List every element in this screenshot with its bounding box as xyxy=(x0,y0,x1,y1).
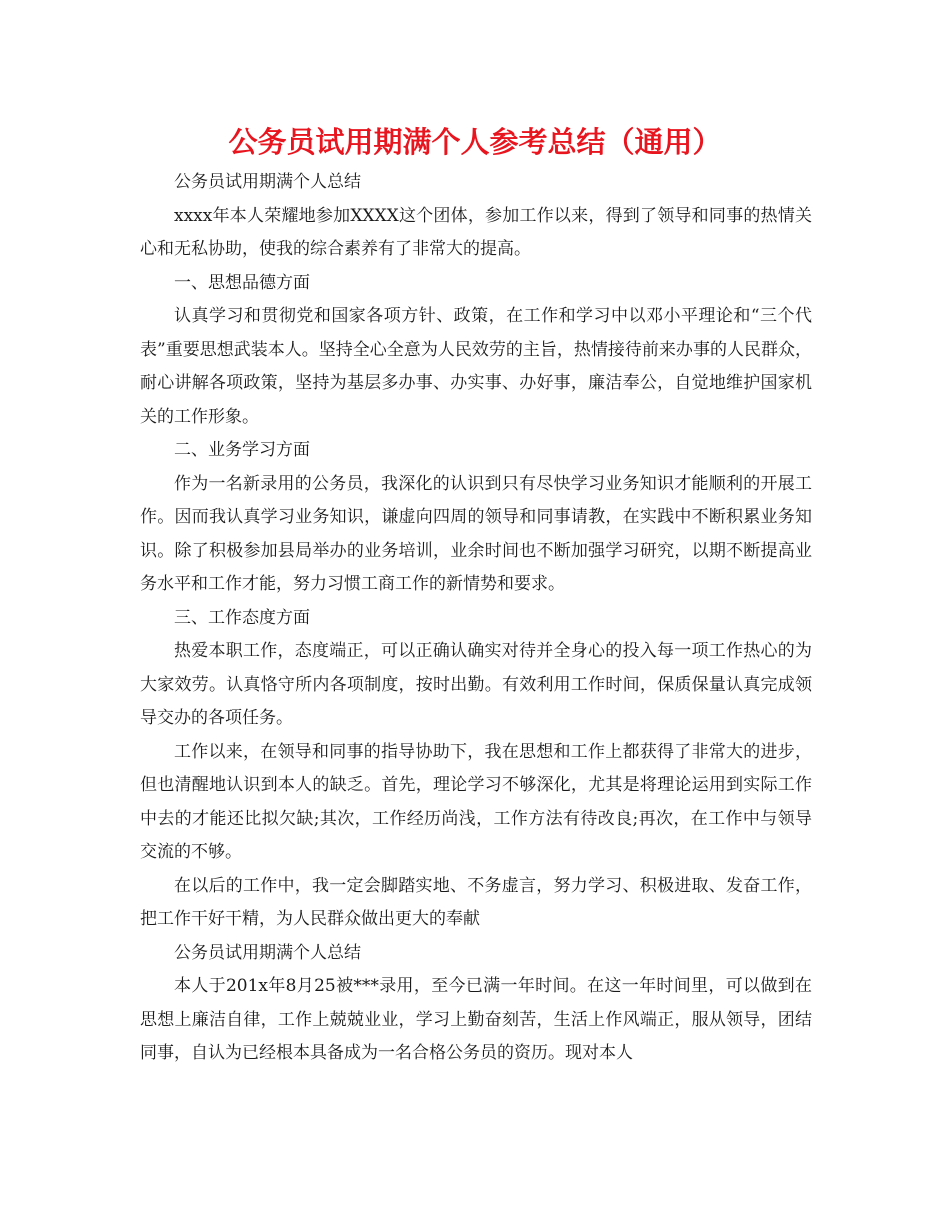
paragraph-subtitle-2: 公务员试用期满个人总结 xyxy=(174,942,361,963)
document-title: 公务员试用期满个人参考总结（通用） xyxy=(228,125,722,159)
paragraph-section-1: 认真学习和贯彻党和国家各项方针、政策，在工作和学习中以邓小平理论和“三个代表”重要思想武装本人。坚持全心全意为人民效劳的主旨，热情接待前来办事的人民群众，耐心讲解各项政策，坚持为基层多办事、办实事、办好事，廉洁奉公，自觉地维护国家机关的工作形象。 xyxy=(140,306,812,427)
paragraph-future: 在以后的工作中，我一定会脚踏实地、不务虚言，努力学习、积极进取、发奋工作，把工作干好干精，为人民群众做出更大的奉献 xyxy=(140,875,812,929)
paragraph-section-3: 热爱本职工作，态度端正，可以正确认确实对待并全身心的投入每一项工作热心的为大家效劳。认真恪守所内各项制度，按时出勤。有效利用工作时间，保质保量认真完成领导交办的各项任务。 xyxy=(140,641,812,728)
section-heading-3: 三、工作态度方面 xyxy=(174,607,310,628)
paragraph-subtitle: 公务员试用期满个人总结 xyxy=(174,172,361,192)
section-heading-1: 一、思想品德方面 xyxy=(174,272,310,293)
paragraph-shortcomings: 工作以来，在领导和同事的指导协助下，我在思想和工作上都获得了非常大的进步，但也清醒地认识到本人的缺乏。首先，理论学习不够深化，尤其是将理论运用到实际工作中去的才能还比拟欠缺;其次，工作经历尚浅，工作方法有待改良;再次，在工作中与领导交流的不够。 xyxy=(140,741,812,862)
paragraph-intro: xxxx年本人荣耀地参加XXXX这个团体，参加工作以来，得到了领导和同事的热情关心和无私协助，使我的综合素养有了非常大的提高。 xyxy=(140,205,812,259)
document-body xyxy=(140,166,812,1071)
section-heading-2: 二、业务学习方面 xyxy=(174,440,310,460)
paragraph-second-intro: 本人于201x年8月25被***录用，至今已满一年时间。在这一年时间里，可以做到在思想上廉洁自律，工作上兢兢业业，学习上勤奋刻苦，生活上作风端正，服从领导，团结同事，自认为已经根本具备成为一名合格公务员的资历。现对本人 xyxy=(140,976,812,1063)
paragraph-section-2: 作为一名新录用的公务员，我深化的认识到只有尽快学习业务知识才能顺利的开展工作。因而我认真学习业务知识，谦虚向四周的领导和同事请教，在实践中不断积累业务知识。除了积极参加县局举办的业务培训，业余时间也不断加强学习研究，以期不断提高业务水平和工作才能，努力习惯工商工作的新情势和要求。 xyxy=(140,473,812,594)
